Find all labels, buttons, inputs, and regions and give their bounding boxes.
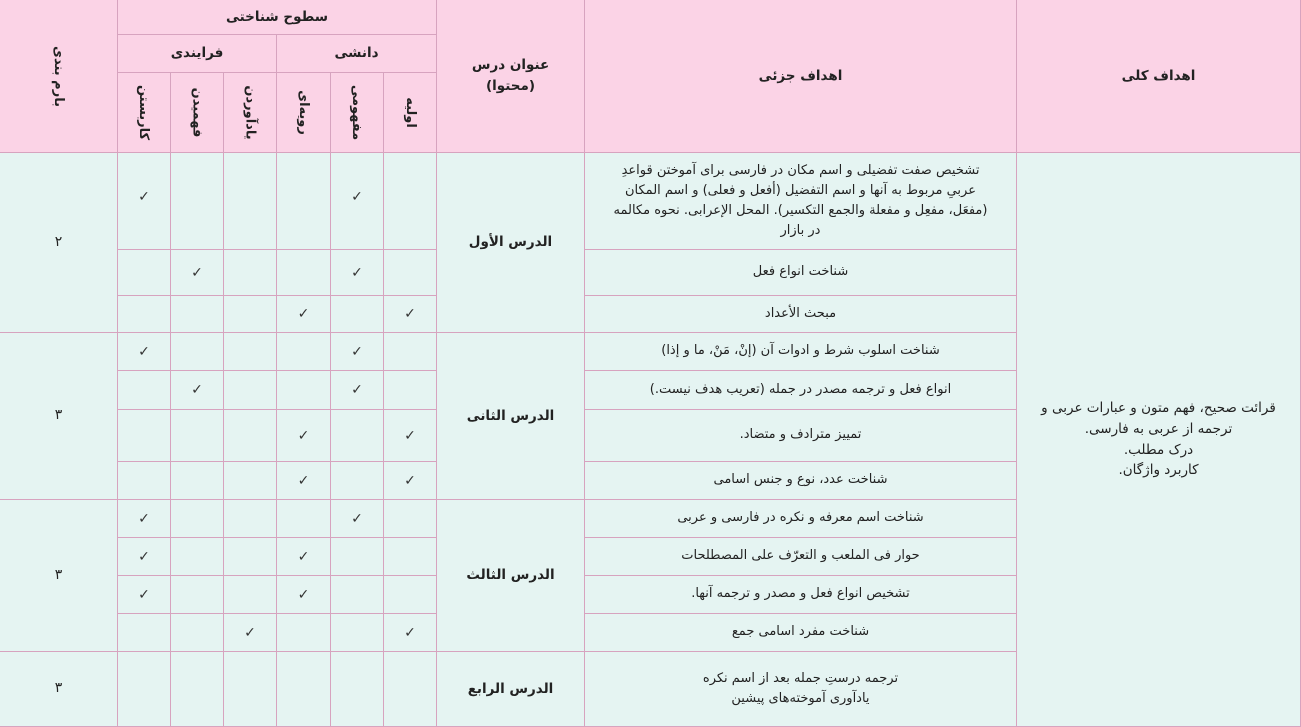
level-cell-procedural (277, 153, 331, 250)
level-cell-understanding (171, 250, 224, 296)
objective-text: تشخیص انواع فعل و مصدر و ترجمه آنها. (691, 586, 910, 602)
level-cell-conceptual (331, 250, 384, 296)
objective-cell (585, 371, 1017, 410)
level-cell-primary (384, 410, 437, 462)
check-mark-icon: ✓ (404, 306, 416, 322)
header-recall-label: یادآوردن (242, 85, 258, 140)
level-cell-conceptual (331, 153, 384, 250)
level-cell-primary (384, 462, 437, 500)
level-cell-recall (224, 652, 277, 727)
header-procedural (277, 73, 331, 153)
objective-cell (585, 614, 1017, 652)
level-cell-procedural (277, 614, 331, 652)
level-cell-conceptual (331, 538, 384, 576)
level-cell-applying (118, 500, 171, 538)
level-cell-recall (224, 576, 277, 614)
level-cell-procedural (277, 500, 331, 538)
lesson-title-cell (437, 652, 585, 727)
check-mark-icon: ✓ (351, 382, 363, 398)
level-cell-recall (224, 333, 277, 371)
check-mark-icon: ✓ (138, 548, 150, 565)
level-cell-primary (384, 652, 437, 727)
level-cell-primary (384, 250, 437, 296)
level-cell-conceptual (331, 652, 384, 727)
general-goals-text: قرائت صحیح، فهم متون و عبارات عربی و ترجمه از عربی به فارسی. درک مطلب. کاربرد واژگان. (1041, 399, 1276, 479)
level-cell-applying (118, 538, 171, 576)
header-detailed-goals-label: اهداف جزئی (758, 67, 843, 84)
level-cell-understanding (171, 500, 224, 538)
level-cell-procedural (277, 462, 331, 500)
header-recall (224, 73, 277, 153)
level-cell-recall (224, 500, 277, 538)
level-cell-understanding (171, 371, 224, 410)
objective-text: شناخت اسلوب شرط و ادوات آن (إنْ، مَنْ، ما و إذا) (661, 343, 940, 359)
level-cell-procedural (277, 652, 331, 727)
level-cell-applying (118, 576, 171, 614)
level-cell-recall (224, 410, 277, 462)
level-cell-primary (384, 153, 437, 250)
header-applying-label: کاربستن (136, 84, 152, 141)
check-mark-icon: ✓ (191, 264, 203, 281)
level-cell-understanding (171, 462, 224, 500)
level-cell-recall (224, 153, 277, 250)
objective-cell (585, 538, 1017, 576)
objective-text: شناخت انواع فعل (752, 264, 849, 280)
level-cell-primary (384, 333, 437, 371)
level-cell-conceptual (331, 576, 384, 614)
check-mark-icon: ✓ (297, 548, 310, 565)
level-cell-conceptual (331, 614, 384, 652)
level-cell-conceptual (331, 296, 384, 333)
objective-cell (585, 333, 1017, 371)
check-mark-icon: ✓ (404, 427, 416, 444)
score-cell (0, 153, 118, 333)
level-cell-conceptual (331, 462, 384, 500)
level-cell-primary (384, 576, 437, 614)
level-cell-applying (118, 652, 171, 727)
level-cell-applying (118, 250, 171, 296)
header-primary-label: اولیه (402, 97, 418, 128)
level-cell-applying (118, 462, 171, 500)
score-cell (0, 500, 118, 652)
header-procedural-label: رویه‌ای (295, 90, 311, 135)
level-cell-applying (118, 333, 171, 371)
score-value: ۳ (54, 566, 63, 583)
score-value: ۲ (54, 233, 63, 250)
header-applying (118, 73, 171, 153)
level-cell-procedural (277, 371, 331, 410)
level-cell-procedural (277, 296, 331, 333)
check-mark-icon: ✓ (404, 472, 416, 489)
level-cell-conceptual (331, 333, 384, 371)
level-cell-understanding (171, 153, 224, 250)
objective-cell (585, 410, 1017, 462)
level-cell-understanding (171, 538, 224, 576)
level-cell-recall (224, 371, 277, 410)
level-cell-primary (384, 614, 437, 652)
level-cell-applying (118, 153, 171, 250)
lesson-title: الدرس الثانی (466, 407, 555, 424)
header-cognitive-levels (118, 0, 437, 35)
level-cell-recall (224, 250, 277, 296)
header-lesson-title (437, 0, 585, 153)
header-process-label: فرایندی (170, 45, 224, 62)
level-cell-understanding (171, 333, 224, 371)
level-cell-conceptual (331, 371, 384, 410)
check-mark-icon: ✓ (244, 624, 256, 641)
objective-cell (585, 153, 1017, 250)
objective-cell (585, 652, 1017, 727)
level-cell-recall (224, 538, 277, 576)
check-mark-icon: ✓ (297, 306, 310, 322)
header-understanding-label: فهمیدن (189, 87, 205, 138)
check-mark-icon: ✓ (138, 510, 150, 527)
header-primary (384, 73, 437, 153)
level-cell-procedural (277, 576, 331, 614)
score-value: ۳ (54, 680, 63, 697)
level-cell-understanding (171, 652, 224, 727)
check-mark-icon: ✓ (351, 343, 363, 360)
header-general-goals-label: اهداف کلی (1121, 67, 1196, 84)
header-detailed-goals (585, 0, 1017, 153)
check-mark-icon: ✓ (351, 264, 363, 281)
header-conceptual-label: مفهومی (349, 84, 365, 141)
objective-text: حوار فی الملعب و التعرّف علی المصطلحات (681, 548, 920, 564)
objective-text: ترجمه درستِ جمله بعد از اسم نکره یادآوری آموخته‌های پیشین (702, 670, 899, 706)
header-knowledge (277, 35, 437, 73)
level-cell-applying (118, 371, 171, 410)
header-process (118, 35, 277, 73)
level-cell-procedural (277, 333, 331, 371)
check-mark-icon: ✓ (404, 624, 416, 641)
check-mark-icon: ✓ (191, 382, 203, 398)
check-mark-icon: ✓ (138, 189, 150, 205)
check-mark-icon: ✓ (297, 427, 310, 444)
level-cell-recall (224, 462, 277, 500)
check-mark-icon: ✓ (297, 586, 310, 603)
objective-text: شناخت عدد، نوع و جنس اسامی (713, 472, 888, 488)
header-understanding (171, 73, 224, 153)
level-cell-understanding (171, 410, 224, 462)
lesson-title: الدرس الثالث (466, 567, 555, 584)
check-mark-icon: ✓ (138, 586, 150, 603)
header-cognitive-levels-label: سطوح شناختی (225, 8, 329, 25)
header-score (0, 0, 118, 153)
header-knowledge-label: دانشی (334, 45, 379, 62)
level-cell-procedural (277, 538, 331, 576)
level-cell-understanding (171, 296, 224, 333)
level-cell-understanding (171, 614, 224, 652)
level-cell-conceptual (331, 500, 384, 538)
objective-text: تمییز مترادف و متضاد. (739, 427, 862, 443)
header-conceptual (331, 73, 384, 153)
level-cell-recall (224, 614, 277, 652)
level-cell-primary (384, 371, 437, 410)
level-cell-applying (118, 296, 171, 333)
lesson-title-cell (437, 333, 585, 500)
lesson-title: الدرس الرابع (467, 680, 554, 697)
objective-text: انواع فعل و ترجمه مصدر در جمله (تعریب هدف نیست.) (649, 381, 952, 397)
level-cell-understanding (171, 576, 224, 614)
level-cell-recall (224, 296, 277, 333)
objective-cell (585, 250, 1017, 296)
lesson-title: الدرس الأول (468, 234, 553, 251)
level-cell-primary (384, 500, 437, 538)
score-cell (0, 652, 118, 727)
score-value: ۳ (54, 407, 63, 424)
level-cell-applying (118, 614, 171, 652)
objective-cell (585, 576, 1017, 614)
header-lesson-title-label: عنوان درس (محتوا) (471, 57, 550, 94)
lesson-title-cell (437, 500, 585, 652)
objective-text: شناخت اسم معرفه و نکره در فارسی و عربی (677, 510, 924, 526)
level-cell-conceptual (331, 410, 384, 462)
objective-cell (585, 462, 1017, 500)
header-score-label: بارم بندی (50, 45, 66, 107)
objective-cell (585, 500, 1017, 538)
level-cell-procedural (277, 250, 331, 296)
score-cell (0, 333, 118, 500)
objective-text: مبحث الأعداد (764, 305, 837, 321)
check-mark-icon: ✓ (351, 189, 363, 205)
level-cell-applying (118, 410, 171, 462)
level-cell-procedural (277, 410, 331, 462)
objective-cell (585, 296, 1017, 333)
level-cell-primary (384, 296, 437, 333)
level-cell-primary (384, 538, 437, 576)
check-mark-icon: ✓ (138, 343, 150, 360)
objective-text: شناخت مفرد اسامی جمع (731, 624, 870, 640)
general-goals-cell (1017, 153, 1301, 727)
check-mark-icon: ✓ (297, 472, 310, 489)
header-general-goals (1017, 0, 1301, 153)
lesson-title-cell (437, 153, 585, 333)
check-mark-icon: ✓ (351, 510, 363, 527)
objective-text: تشخیص صفت تفضیلی و اسم مکان در فارسی برای آموختن قواعدِ عربیِ مربوط به آنها و اسم التفضیل (أفعل و فعلی) و اسم المکان (مفعَل، مفعِل و مفعلة والجمع التکسیر). المحل الإعرابی. نحوه مکالمه در بازار (613, 162, 988, 239)
